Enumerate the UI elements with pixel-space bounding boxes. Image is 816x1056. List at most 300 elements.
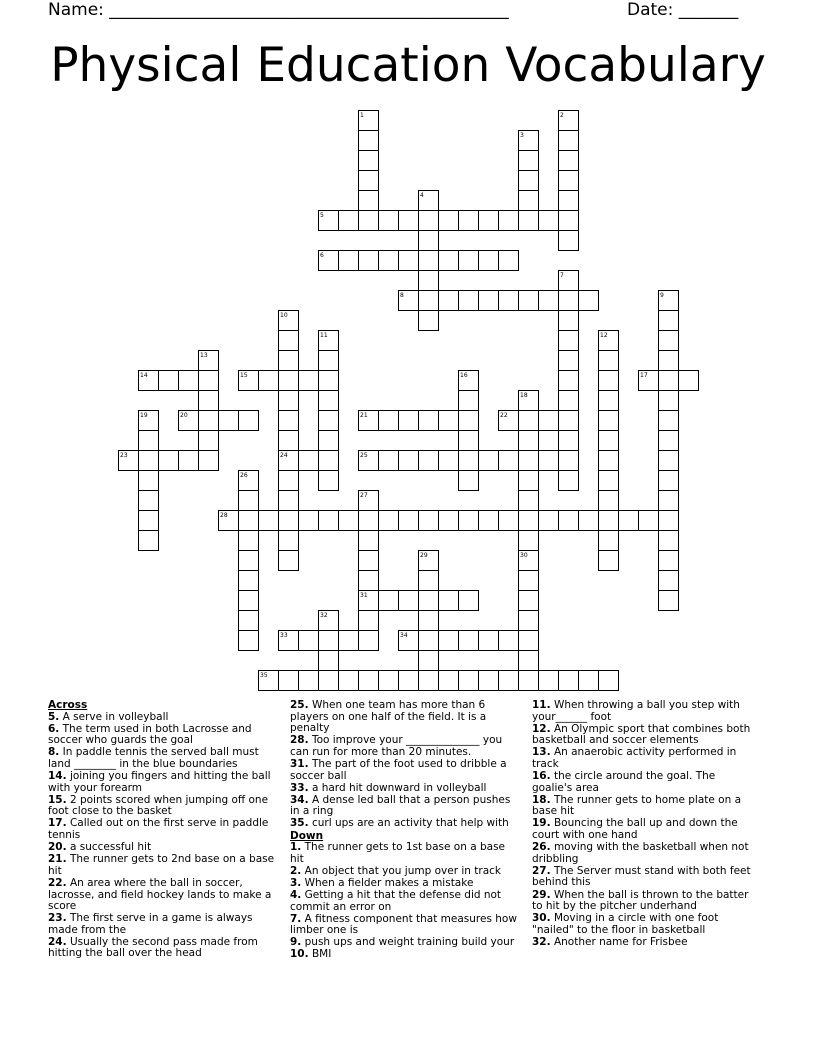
grid-cell[interactable] — [359, 171, 379, 191]
clue-text: The runner gets to home plate on a base hit — [532, 793, 742, 818]
grid-cell[interactable] — [419, 251, 439, 271]
cell-number: 2 — [560, 112, 564, 119]
grid-cell[interactable] — [359, 131, 379, 151]
grid-cell[interactable] — [619, 511, 639, 531]
grid-cell[interactable] — [579, 291, 599, 311]
grid-cell[interactable] — [359, 631, 379, 651]
grid-cell[interactable] — [519, 451, 539, 471]
grid-cell[interactable] — [319, 471, 339, 491]
clue-text: Bouncing the ball up and down the court with one hand — [532, 817, 738, 842]
clue-item — [48, 913, 276, 936]
grid-cell[interactable] — [359, 671, 379, 691]
grid-cell[interactable] — [559, 351, 579, 371]
grid-cell[interactable] — [399, 671, 419, 691]
grid-cell[interactable] — [359, 251, 379, 271]
grid-cell[interactable] — [559, 131, 579, 151]
cell-number: 19 — [140, 412, 148, 419]
grid-cell[interactable] — [279, 411, 299, 431]
grid-cell[interactable] — [419, 631, 439, 651]
grid-cell[interactable] — [199, 371, 219, 391]
grid-cell[interactable] — [459, 251, 479, 271]
grid-cell[interactable] — [519, 491, 539, 511]
grid-cell[interactable] — [559, 671, 579, 691]
grid-cell[interactable] — [299, 671, 319, 691]
grid-cell[interactable] — [299, 511, 319, 531]
grid-cell[interactable] — [459, 451, 479, 471]
grid-cell[interactable] — [499, 211, 519, 231]
grid-cell[interactable] — [559, 291, 579, 311]
grid-cell[interactable] — [599, 511, 619, 531]
grid-cell[interactable] — [479, 291, 499, 311]
grid-cell[interactable] — [659, 531, 679, 551]
grid-cell[interactable] — [359, 611, 379, 631]
clue-item — [532, 747, 756, 770]
clue-text: The runner gets to 2nd base on a base hit — [48, 853, 275, 877]
grid-cell[interactable] — [499, 291, 519, 311]
grid-cell[interactable] — [319, 371, 339, 391]
grid-cell[interactable] — [659, 371, 679, 391]
grid-cell[interactable] — [599, 351, 619, 371]
cell-number: 22 — [500, 412, 508, 419]
grid-cell[interactable] — [459, 291, 479, 311]
grid-cell[interactable] — [279, 531, 299, 551]
grid-cell[interactable] — [279, 391, 299, 411]
grid-cell[interactable] — [439, 251, 459, 271]
grid-cell[interactable] — [659, 391, 679, 411]
clue-text: A dense led ball that a person pushes in a ring — [290, 793, 511, 818]
grid-cell[interactable] — [519, 511, 539, 531]
grid-cell[interactable] — [179, 451, 199, 471]
clue-text: In paddle tennis the served ball must land ________ in the blue boundaries — [48, 746, 259, 770]
cell-number: 21 — [360, 412, 368, 419]
grid-cell[interactable] — [179, 371, 199, 391]
grid-cell[interactable] — [399, 511, 419, 531]
grid-cell[interactable] — [239, 551, 259, 571]
grid-cell[interactable] — [519, 591, 539, 611]
grid-cell[interactable] — [419, 651, 439, 671]
grid-cell[interactable] — [479, 251, 499, 271]
grid-cell[interactable] — [359, 531, 379, 551]
clue-number: 8. — [48, 746, 60, 759]
grid-cell[interactable] — [659, 351, 679, 371]
grid-cell[interactable] — [319, 411, 339, 431]
grid-cell[interactable] — [539, 451, 559, 471]
grid-cell[interactable] — [479, 671, 499, 691]
clue-item — [290, 866, 520, 878]
clue-item — [532, 771, 756, 794]
grid-cell[interactable] — [239, 631, 259, 651]
cell-number: 27 — [360, 492, 368, 499]
clue-text: When the ball is thrown to the batter to hit by the pitcher underhand — [532, 888, 749, 913]
grid-cell[interactable] — [379, 451, 399, 471]
grid-cell[interactable] — [319, 671, 339, 691]
grid-cell[interactable] — [319, 351, 339, 371]
grid-cell[interactable] — [559, 231, 579, 251]
grid-cell[interactable] — [239, 611, 259, 631]
cell-number: 10 — [280, 312, 288, 319]
grid-cell[interactable] — [599, 451, 619, 471]
grid-cell[interactable] — [419, 571, 439, 591]
grid-cell[interactable] — [459, 211, 479, 231]
cell-number: 24 — [280, 452, 288, 459]
grid-cell[interactable] — [599, 371, 619, 391]
grid-cell[interactable] — [559, 211, 579, 231]
grid-cell[interactable] — [539, 511, 559, 531]
clue-number: 12. — [532, 722, 551, 735]
clue-item — [532, 842, 756, 865]
grid-cell[interactable] — [259, 371, 279, 391]
clue-item — [48, 771, 276, 794]
grid-cell[interactable] — [279, 511, 299, 531]
cell-number: 28 — [220, 512, 228, 519]
cell-number: 5 — [320, 212, 324, 219]
grid-cell[interactable] — [559, 511, 579, 531]
grid-cell[interactable] — [379, 411, 399, 431]
grid-cell[interactable] — [379, 511, 399, 531]
clue-item — [48, 818, 276, 841]
grid-cell[interactable] — [159, 451, 179, 471]
clue-text: moving with the basketball when not dribbling — [532, 841, 749, 865]
grid-cell[interactable] — [139, 431, 159, 451]
clue-item — [48, 712, 276, 724]
clue-text: The Server must stand with both feet behind this — [532, 864, 751, 889]
grid-cell[interactable] — [599, 491, 619, 511]
grid-cell[interactable] — [479, 631, 499, 651]
grid-cell[interactable] — [199, 411, 219, 431]
grid-cell[interactable] — [559, 451, 579, 471]
clue-number: 14. — [48, 770, 67, 783]
clue-item — [532, 890, 756, 913]
clue-item — [290, 842, 520, 865]
grid-cell[interactable] — [519, 571, 539, 591]
date-line: Date: _______ — [627, 0, 739, 20]
grid-cell[interactable] — [379, 211, 399, 231]
grid-cell[interactable] — [559, 471, 579, 491]
grid-cell[interactable] — [499, 671, 519, 691]
clue-number: 4. — [290, 889, 302, 901]
clue-text: When one team has more than 6 players on one half of the field. It is a penalty — [290, 699, 487, 735]
clue-item — [532, 937, 756, 949]
grid-cell[interactable] — [459, 511, 479, 531]
grid-cell[interactable] — [659, 571, 679, 591]
cell-number: 25 — [360, 452, 368, 459]
grid-cell[interactable] — [459, 391, 479, 411]
grid-cell[interactable] — [439, 671, 459, 691]
grid-cell[interactable] — [659, 411, 679, 431]
clue-text: An Olympic sport that combines both basketball and soccer elements — [532, 722, 751, 747]
grid-cell[interactable] — [279, 491, 299, 511]
grid-cell[interactable] — [479, 451, 499, 471]
grid-cell[interactable] — [359, 571, 379, 591]
cell-number: 23 — [120, 452, 128, 459]
grid-cell[interactable] — [459, 411, 479, 431]
grid-cell[interactable] — [139, 471, 159, 491]
grid-cell[interactable] — [419, 511, 439, 531]
grid-cell[interactable] — [639, 511, 659, 531]
grid-cell[interactable] — [519, 291, 539, 311]
grid-cell[interactable] — [399, 591, 419, 611]
clue-item — [48, 878, 276, 913]
grid-cell[interactable] — [339, 631, 359, 651]
grid-cell[interactable] — [259, 511, 279, 531]
clue-text: Moving in a circle with one foot "nailed" to the floor in basketball — [532, 912, 719, 936]
grid-cell[interactable] — [519, 631, 539, 651]
clue-number: 10. — [290, 948, 309, 961]
cell-number: 7 — [560, 272, 564, 279]
grid-cell[interactable] — [299, 371, 319, 391]
cell-number: 11 — [320, 332, 328, 339]
grid-cell[interactable] — [459, 431, 479, 451]
grid-cell[interactable] — [559, 431, 579, 451]
grid-cell[interactable] — [419, 311, 439, 331]
grid-cell[interactable] — [279, 471, 299, 491]
grid-cell[interactable] — [279, 331, 299, 351]
clue-number: 28. — [290, 734, 309, 747]
clue-number: 27. — [532, 864, 551, 877]
cell-number: 32 — [320, 612, 328, 619]
grid-cell[interactable] — [419, 451, 439, 471]
grid-cell[interactable] — [559, 391, 579, 411]
clue-number: 2. — [290, 864, 302, 877]
grid-cell[interactable] — [279, 371, 299, 391]
grid-cell[interactable] — [499, 451, 519, 471]
grid-cell[interactable] — [399, 451, 419, 471]
clue-item — [290, 949, 520, 961]
grid-cell[interactable] — [299, 451, 319, 471]
grid-cell[interactable] — [339, 251, 359, 271]
clue-text: An anaerobic activity performed in track — [532, 746, 737, 770]
grid-cell[interactable] — [399, 411, 419, 431]
cell-number: 26 — [240, 472, 248, 479]
grid-cell[interactable] — [499, 511, 519, 531]
clue-text: the circle around the goal. The goalie's area — [532, 770, 716, 794]
clue-number: 35. — [290, 817, 309, 830]
grid-cell[interactable] — [239, 531, 259, 551]
cell-number: 13 — [200, 352, 208, 359]
grid-cell[interactable] — [479, 511, 499, 531]
cell-number: 34 — [400, 632, 408, 639]
clue-number: 33. — [290, 781, 309, 794]
grid-cell[interactable] — [539, 411, 559, 431]
cell-number: 30 — [520, 552, 528, 559]
grid-cell[interactable] — [599, 431, 619, 451]
grid-cell[interactable] — [339, 211, 359, 231]
grid-cell[interactable] — [679, 371, 699, 391]
grid-cell[interactable] — [459, 471, 479, 491]
clue-text: curl ups are an activity that help with — [308, 817, 509, 830]
grid-cell[interactable] — [559, 311, 579, 331]
grid-cell[interactable] — [239, 571, 259, 591]
grid-cell[interactable] — [659, 311, 679, 331]
grid-cell[interactable] — [139, 511, 159, 531]
grid-cell[interactable] — [319, 431, 339, 451]
clue-text: Too improve your ______________ you can run for more than 20 minutes. — [290, 734, 503, 758]
grid-cell[interactable] — [599, 471, 619, 491]
clue-item — [48, 724, 276, 747]
grid-cell[interactable] — [459, 671, 479, 691]
clue-item — [532, 913, 756, 936]
cell-number: 31 — [360, 592, 368, 599]
clue-text: The part of the foot used to dribble a soccer ball — [290, 757, 507, 782]
grid-cell[interactable] — [419, 671, 439, 691]
clue-number: 18. — [532, 793, 551, 806]
grid-cell[interactable] — [519, 211, 539, 231]
grid-cell[interactable] — [519, 431, 539, 451]
grid-cell[interactable] — [659, 451, 679, 471]
clue-number: 16. — [532, 770, 551, 783]
grid-cell[interactable] — [319, 511, 339, 531]
cell-number: 3 — [520, 132, 524, 139]
clue-item — [48, 747, 276, 770]
grid-cell[interactable] — [159, 371, 179, 391]
grid-cell[interactable] — [459, 631, 479, 651]
grid-cell[interactable] — [359, 191, 379, 211]
grid-cell[interactable] — [279, 551, 299, 571]
grid-cell[interactable] — [539, 671, 559, 691]
grid-cell[interactable] — [419, 611, 439, 631]
grid-cell[interactable] — [139, 531, 159, 551]
grid-cell[interactable] — [239, 491, 259, 511]
clue-text: Usually the second pass made from hitting the ball over the head — [48, 935, 258, 960]
clue-number: 21. — [48, 853, 67, 866]
grid-cell[interactable] — [519, 171, 539, 191]
grid-cell[interactable] — [199, 391, 219, 411]
grid-cell[interactable] — [659, 591, 679, 611]
grid-cell[interactable] — [539, 211, 559, 231]
grid-cell[interactable] — [319, 651, 339, 671]
clue-number: 26. — [532, 841, 551, 854]
grid-cell[interactable] — [439, 511, 459, 531]
grid-cell[interactable] — [419, 271, 439, 291]
grid-cell[interactable] — [279, 431, 299, 451]
grid-cell[interactable] — [359, 511, 379, 531]
grid-cell[interactable] — [519, 531, 539, 551]
grid-cell[interactable] — [439, 291, 459, 311]
grid-cell[interactable] — [319, 391, 339, 411]
grid-cell[interactable] — [419, 211, 439, 231]
grid-cell[interactable] — [279, 671, 299, 691]
grid-cell[interactable] — [399, 211, 419, 231]
grid-cell[interactable] — [599, 671, 619, 691]
grid-cell[interactable] — [419, 411, 439, 431]
clue-number: 22. — [48, 876, 67, 889]
grid-cell[interactable] — [239, 591, 259, 611]
grid-cell[interactable] — [199, 431, 219, 451]
grid-cell[interactable] — [239, 511, 259, 531]
grid-cell[interactable] — [659, 551, 679, 571]
grid-cell[interactable] — [359, 151, 379, 171]
clue-number: 31. — [290, 757, 309, 770]
grid-cell[interactable] — [559, 371, 579, 391]
grid-cell[interactable] — [379, 251, 399, 271]
clue-text: 2 points scored when jumping off one foot close to the basket — [48, 793, 269, 818]
grid-cell[interactable] — [139, 451, 159, 471]
grid-cell[interactable] — [419, 231, 439, 251]
grid-cell[interactable] — [559, 411, 579, 431]
grid-cell[interactable] — [659, 431, 679, 451]
grid-cell[interactable] — [359, 211, 379, 231]
clue-number: 30. — [532, 912, 551, 925]
grid-cell[interactable] — [279, 351, 299, 371]
grid-cell[interactable] — [319, 631, 339, 651]
grid-cell[interactable] — [579, 511, 599, 531]
grid-cell[interactable] — [539, 291, 559, 311]
grid-cell[interactable] — [299, 631, 319, 651]
clue-item — [48, 854, 276, 877]
grid-cell[interactable] — [659, 491, 679, 511]
clue-text: The runner gets to 1st base on a base hit — [290, 841, 506, 865]
grid-cell[interactable] — [339, 511, 359, 531]
grid-cell[interactable] — [579, 671, 599, 691]
grid-cell[interactable] — [439, 631, 459, 651]
grid-cell[interactable] — [359, 551, 379, 571]
grid-cell[interactable] — [479, 211, 499, 231]
grid-cell[interactable] — [659, 511, 679, 531]
grid-cell[interactable] — [219, 411, 239, 431]
clue-item — [532, 724, 756, 747]
grid-cell[interactable] — [519, 651, 539, 671]
grid-cell[interactable] — [439, 211, 459, 231]
grid-cell[interactable] — [339, 671, 359, 691]
name-line: Name: _______________________________________________ — [48, 0, 509, 20]
grid-cell[interactable] — [519, 611, 539, 631]
grid-cell[interactable] — [459, 591, 479, 611]
grid-cell[interactable] — [599, 391, 619, 411]
grid-cell[interactable] — [139, 491, 159, 511]
grid-cell[interactable] — [519, 411, 539, 431]
grid-cell[interactable] — [599, 411, 619, 431]
grid-cell[interactable] — [439, 451, 459, 471]
grid-cell[interactable] — [559, 151, 579, 171]
grid-cell[interactable] — [659, 471, 679, 491]
grid-cell[interactable] — [519, 471, 539, 491]
grid-cell[interactable] — [599, 531, 619, 551]
grid-cell[interactable] — [439, 411, 459, 431]
clue-number: 6. — [48, 722, 60, 735]
grid-cell[interactable] — [519, 191, 539, 211]
grid-cell[interactable] — [379, 591, 399, 611]
grid-cell[interactable] — [659, 331, 679, 351]
clue-number: 20. — [48, 841, 67, 854]
grid-cell[interactable] — [439, 591, 459, 611]
clue-number: 32. — [532, 935, 551, 948]
grid-cell[interactable] — [519, 671, 539, 691]
cell-number: 4 — [420, 192, 424, 199]
grid-cell[interactable] — [419, 591, 439, 611]
clue-text: A fitness component that measures how limber one is — [290, 912, 517, 937]
grid-cell[interactable] — [199, 451, 219, 471]
grid-cell[interactable] — [499, 251, 519, 271]
grid-cell[interactable] — [419, 291, 439, 311]
grid-cell[interactable] — [499, 631, 519, 651]
clue-text: push ups and weight training build your — [301, 936, 515, 949]
grid-cell[interactable] — [559, 331, 579, 351]
clue-number: 24. — [48, 935, 67, 948]
cell-number: 14 — [140, 372, 148, 379]
grid-cell[interactable] — [559, 191, 579, 211]
clue-number: 34. — [290, 793, 309, 806]
grid-cell[interactable] — [379, 671, 399, 691]
grid-cell[interactable] — [519, 151, 539, 171]
grid-cell[interactable] — [319, 451, 339, 471]
grid-cell[interactable] — [399, 251, 419, 271]
clue-text: An area where the ball in soccer, lacrosse, and field hockey lands to make a score — [48, 876, 272, 913]
clue-item — [290, 890, 520, 913]
grid-cell[interactable] — [599, 551, 619, 571]
grid-cell[interactable] — [559, 171, 579, 191]
clue-text: The term used in both Lacrosse and soccer who guards the goal — [48, 722, 252, 747]
grid-cell[interactable] — [239, 411, 259, 431]
